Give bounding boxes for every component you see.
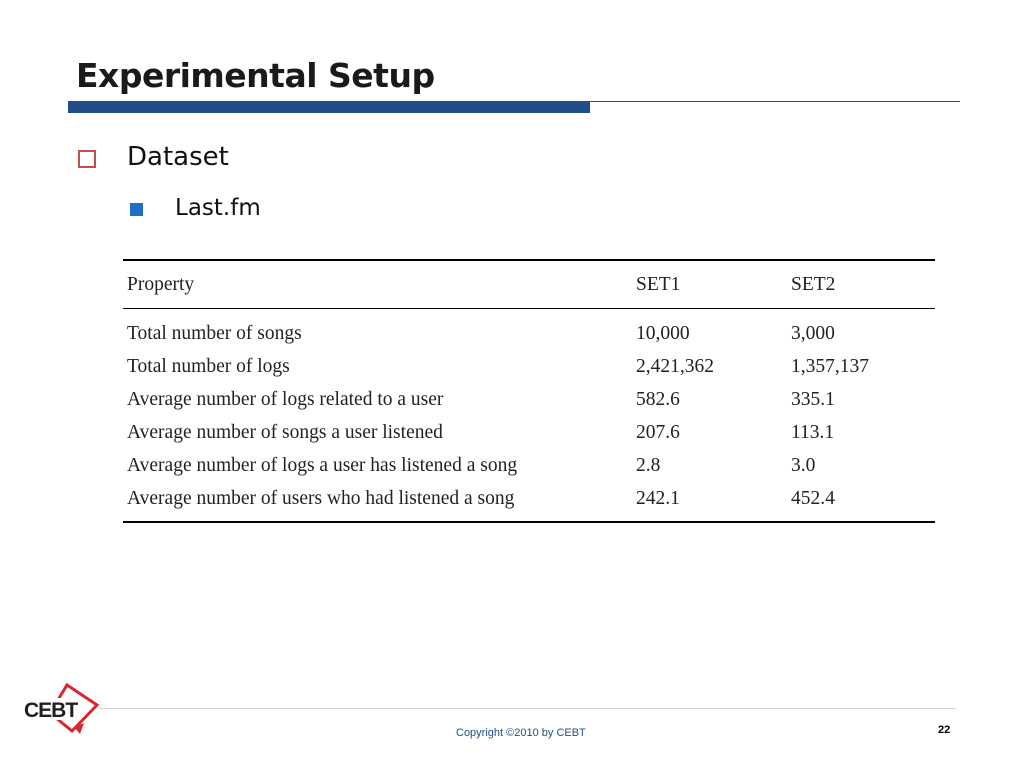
filled-square-bullet-icon — [130, 203, 143, 216]
cebt-logo — [22, 683, 102, 735]
table-row — [123, 350, 935, 383]
cell-property: Total number of songs — [127, 322, 302, 344]
cell-property: Average number of logs related to a user — [127, 388, 444, 410]
cell-property: Total number of logs — [127, 355, 290, 377]
cell-set1: 582.6 — [636, 388, 680, 410]
cell-set1: 2,421,362 — [636, 355, 714, 377]
cell-set2: 335.1 — [791, 388, 835, 410]
title-underline-thick — [68, 101, 590, 113]
cell-property: Average number of logs a user has listened a song — [127, 454, 518, 476]
table-header-row — [123, 260, 935, 309]
table-row — [123, 309, 935, 351]
cell-set1: 2.8 — [636, 454, 661, 476]
table-row — [123, 482, 935, 522]
cell-set2: 1,357,137 — [791, 355, 869, 377]
cell-set2: 452.4 — [791, 487, 835, 509]
cell-set1: 207.6 — [636, 421, 680, 443]
cell-set1: 242.1 — [636, 487, 680, 509]
bullet-lastfm: Last.fm — [175, 195, 261, 221]
title-underline-thin — [590, 101, 960, 102]
logo-text: CEBT — [24, 699, 78, 722]
table-row — [123, 416, 935, 449]
cell-property: Average number of users who had listened a song — [127, 487, 515, 509]
dataset-table — [123, 259, 935, 523]
cell-set2: 113.1 — [791, 421, 835, 443]
footer-divider — [100, 708, 956, 709]
header-set1: SET1 — [636, 273, 681, 295]
header-set2: SET2 — [791, 273, 836, 295]
cell-set2: 3,000 — [791, 322, 835, 344]
table-row — [123, 383, 935, 416]
bullet-dataset: Dataset — [127, 142, 229, 172]
hollow-square-bullet-icon — [78, 150, 96, 168]
cell-property: Average number of songs a user listened — [127, 421, 443, 443]
page-number: 22 — [938, 724, 951, 736]
header-property: Property — [127, 273, 195, 295]
cell-set2: 3.0 — [791, 454, 816, 476]
dataset-table-container — [123, 259, 935, 523]
cell-set1: 10,000 — [636, 322, 690, 344]
footer-copyright: Copyright ©2010 by CEBT — [456, 727, 586, 739]
slide-title: Experimental Setup — [76, 56, 435, 95]
table-row — [123, 449, 935, 482]
